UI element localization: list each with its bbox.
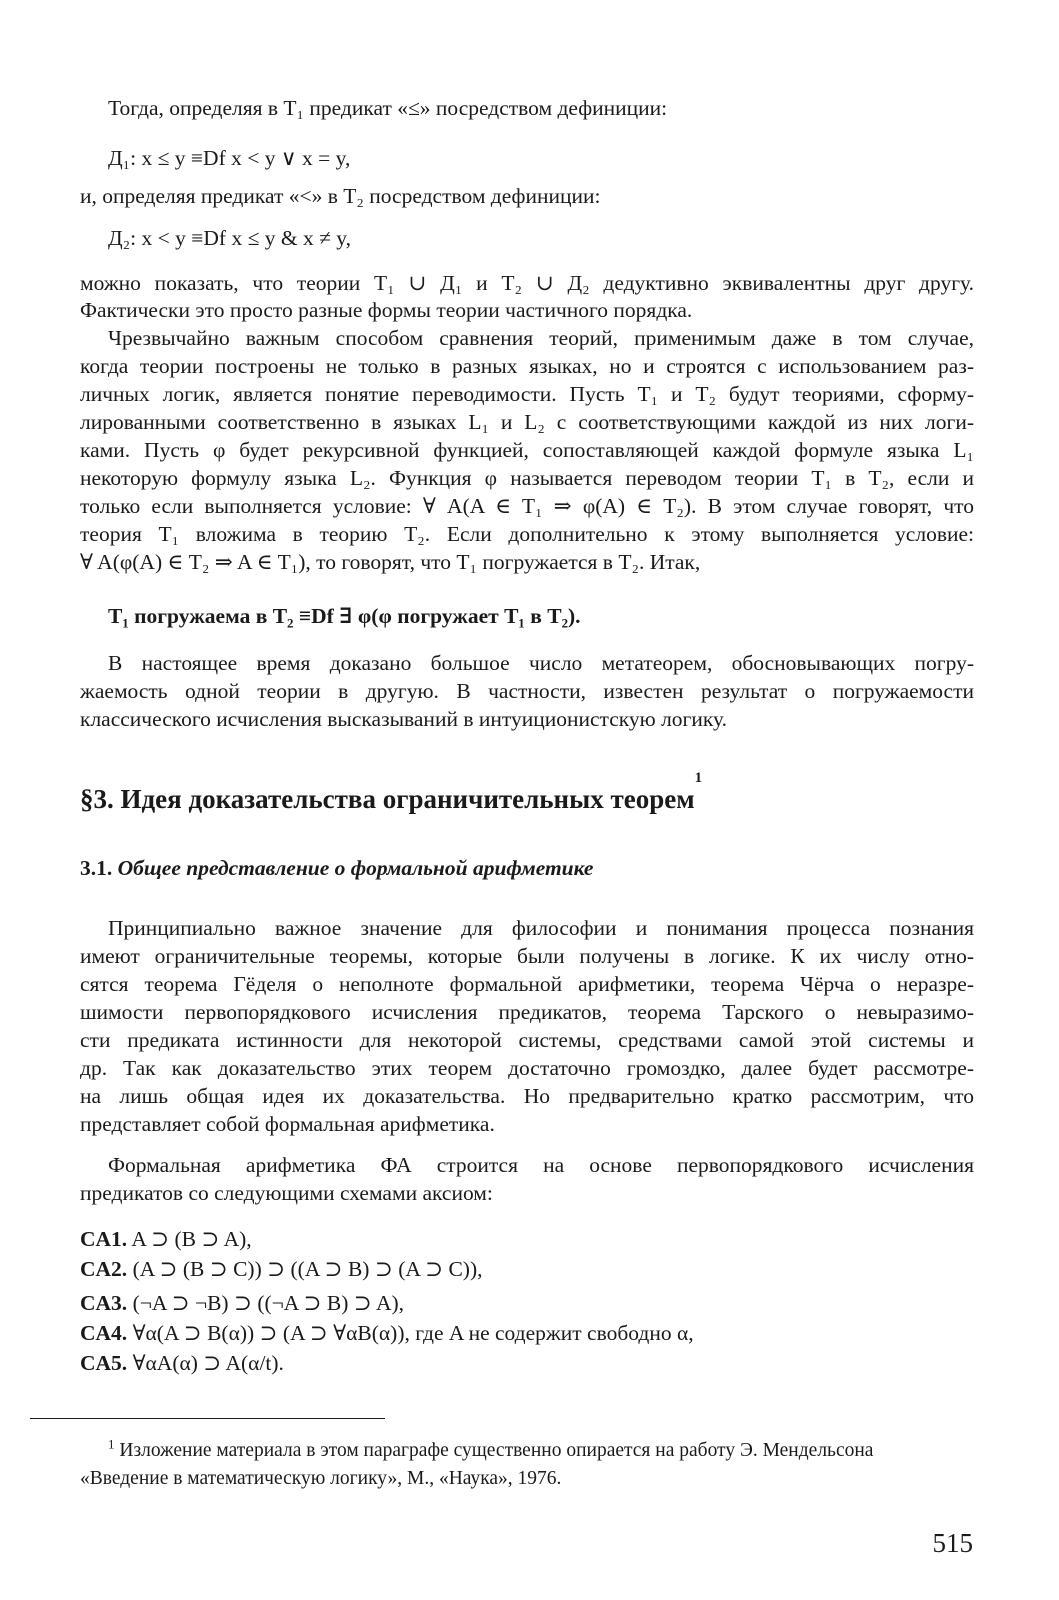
formula-d2: Д₂: x < y ≡Df x ≤ y & x ≠ y, (108, 226, 351, 250)
axiom-formula: A ⊃ (B ⊃ A), (131, 1227, 252, 1251)
page-number: 515 (932, 1528, 973, 1558)
axiom-formula: ∀αA(α) ⊃ A(α/t). (132, 1351, 284, 1375)
formula-d1: Д₁: x ≤ y ≡Df x < y ∨ x = y, (108, 146, 351, 170)
footnote-separator (30, 1418, 385, 1419)
axiom-label: CA3. (80, 1291, 128, 1315)
paragraph-5-line: классического исчисления высказываний в интуиционистскую логику. (80, 707, 727, 731)
paragraph-1-line: Тогда, определяя в T₁ предикат «≤» посредством дефиниции: (108, 96, 668, 120)
axiom-item (80, 1226, 974, 1252)
paragraph-6-line: на лишь общая идея их доказательства. Но предварительно кратко рассмотрим, что (80, 1084, 974, 1108)
paragraph-6-line: сти предиката истинности для некоторой системы, средствами самой этой системы и (80, 1028, 974, 1052)
axiom-label: CA1. (80, 1227, 128, 1251)
paragraph-4-line: теория T₁ вложима в теорию T₂. Если дополнительно к этому выполняется условие: (80, 522, 974, 546)
footnote-text: «Введение в математическую логику», М., «Наука», 1976. (80, 1468, 562, 1489)
paragraph-4-line: ∀ A(φ(A) ∈ T₂ ⇒ A ∈ T₁), то говорят, что T₁ погружается в T₂. Итак, (80, 550, 701, 574)
paragraph-4-line: некоторую формулу языка L₂. Функция φ называется переводом теории T₁ в T₂, если и (80, 466, 974, 490)
axiom-formula: (A ⊃ (B ⊃ C)) ⊃ ((A ⊃ B) ⊃ (A ⊃ C)), (132, 1257, 483, 1281)
paragraph-4-line: только если выполняется условие: ∀ A(A ∈ T₁ ⇒ φ(A) ∈ T₂). В этом случае говорят, что (80, 494, 974, 518)
paragraph-5-line: жаемость одной теории в другую. В частности, известен результат о погружаемости (80, 679, 974, 703)
section-heading (80, 770, 703, 816)
footnote-line (108, 1438, 873, 1463)
paragraph-6-line: сятся теорема Гёделя о неполноте формальной арифметики, теорема Чёрча о неразре- (80, 972, 974, 996)
axiom-item (80, 1256, 974, 1282)
subsection-title: Общее представление о формальной арифметике (117, 856, 594, 880)
paragraph-6-line: шимости первопорядкового исчисления предикатов, теорема Тарского о невыразимо- (80, 1000, 974, 1024)
paragraph-2-line: и, определяя предикат «<» в T₂ посредством дефиниции: (80, 184, 601, 208)
subsection-number: 3.1. (80, 856, 113, 880)
paragraph-4-line: когда теории построены не только в разных языках, но и строятся с использованием раз- (80, 354, 974, 378)
footnote-line (80, 1466, 561, 1491)
paragraph-6-line: имеют ограничительные теоремы, которые были получены в логике. К их числу отно- (80, 944, 974, 968)
paragraph-4-line: ками. Пусть φ будет рекурсивной функцией, сопоставляющей каждой формуле языка L₁ (80, 438, 974, 462)
axiom-label: CA2. (80, 1257, 128, 1281)
axiom-label: CA4. (80, 1321, 128, 1345)
paragraph-5-line: В настоящее время доказано большое число метатеорем, обосновывающих погру- (108, 651, 974, 675)
axiom-formula: ∀α(A ⊃ B(α)) ⊃ (A ⊃ ∀αB(α)), где A не содержит свободно α, (132, 1321, 694, 1345)
paragraph-4-line: личных логик, является понятие переводимости. Пусть T₁ и T₂ будут теориями, сформу- (80, 382, 974, 406)
paragraph-6-line: Принципиально важное значение для философии и понимания процесса познания (108, 916, 974, 940)
footnote-mark: 1 (108, 1436, 115, 1452)
paragraph-4-line: лированными соответственно в языках L₁ и L₂ с соответствующими каждой из них логи- (80, 410, 974, 434)
paragraph-6-line: др. Так как доказательство этих теорем достаточно громоздко, далее будет рассмотре- (80, 1056, 974, 1080)
axiom-item (80, 1320, 974, 1346)
axiom-item (80, 1350, 974, 1376)
subsection-heading (80, 854, 593, 882)
footnote-text: Изложение материала в этом параграфе существенно опирается на работу Э. Мендельсона (119, 1440, 874, 1461)
section-title: §3. Идея доказательства ограничительных теорем (80, 784, 695, 814)
paragraph-7-line: Формальная арифметика ФА строится на основе первопорядкового исчисления (108, 1153, 974, 1177)
axiom-label: CA5. (80, 1351, 128, 1375)
footnote-ref[interactable]: 1 (694, 770, 703, 786)
paragraph-3-line: Фактически это просто разные формы теории частичного порядка. (80, 298, 693, 322)
paragraph-3-line: можно показать, что теории T₁ ∪ Д₁ и T₂ ∪ Д₂ дедуктивно эквивалентны друг другу. (80, 271, 974, 295)
paragraph-4-line: Чрезвычайно важным способом сравнения теорий, применимым даже в том случае, (108, 326, 974, 350)
axiom-formula: (¬A ⊃ ¬B) ⊃ ((¬A ⊃ B) ⊃ A), (132, 1291, 405, 1315)
axiom-item (80, 1290, 974, 1316)
formula-embedding: T₁ погружаема в T₂ ≡Df ∃ φ(φ погружает T₁ в T₂). (108, 604, 581, 628)
paragraph-7-line: предикатов со следующими схемами аксиом: (80, 1181, 493, 1205)
paragraph-6-line: представляет собой формальная арифметика. (80, 1112, 495, 1136)
